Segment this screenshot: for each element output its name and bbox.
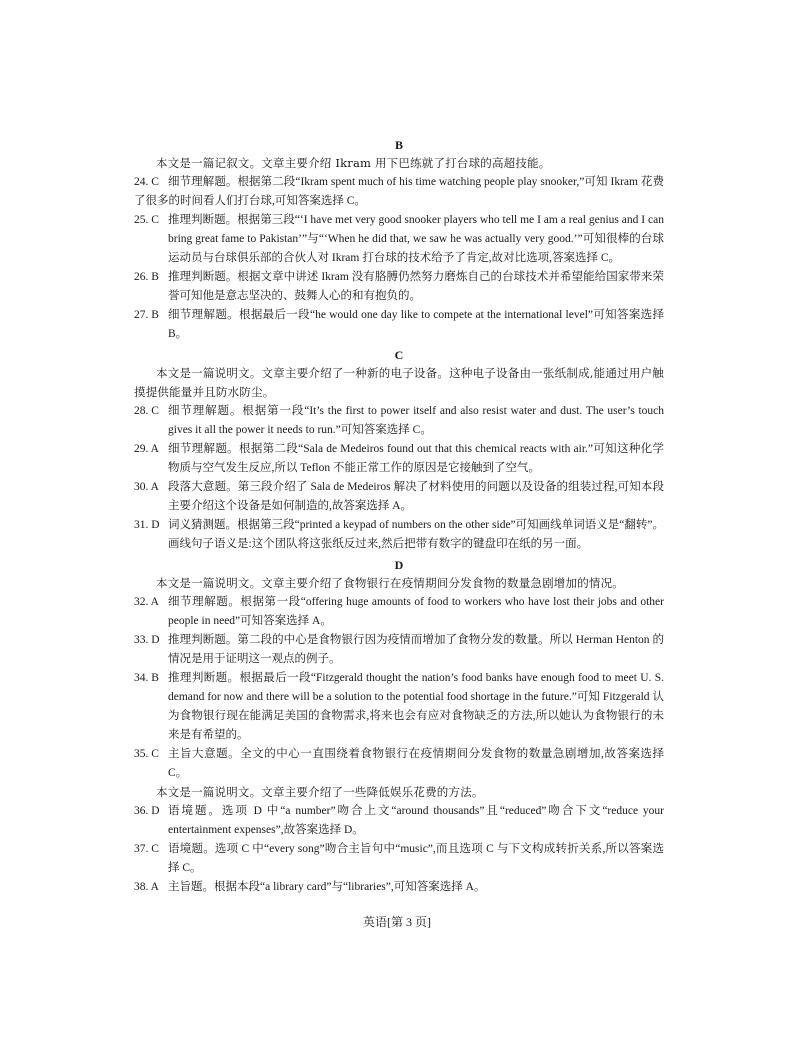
answer-explanation: 推理判断题。根据第三段“‘I have met very good snooker players who tell me I am a real genius and I can bring great fame to Pakistan’”与“‘When he did that, we saw he was actually very good.’”可知很棒的台球运动员与台球俱乐部的合伙人对 Ikram 打台球的技术给予了肯定,故对比选项,答案选择 C。	[168, 214, 664, 264]
answer-explanation: 细节理解题。根据第一段“offering huge amounts of food to workers who have lost their jobs and other people in need”可知答案选择 A。	[168, 596, 664, 627]
answer-number: 37. C	[134, 843, 159, 855]
answer-number: 30. A	[134, 481, 159, 493]
answer-explanation: 推理判断题。根据最后一段“Fitzgerald thought the nation’s food banks have enough food to meet U. S. demand for now and there will be a solution to the potential food shortage in the future.”可知 Fitzgerald 认为食物银行现在能满足美国的食物需求,将来也会有应对食物缺乏的方法,所以她认为食物银行的未来是有希望的。	[168, 672, 664, 741]
answer-item	[134, 516, 664, 554]
section-heading-d: D	[394, 558, 404, 572]
answer-explanation: 语境题。选项 C 中“every song”吻合主旨句中“music”,而且选项 C 与下文构成转折关系,所以答案选择 C。	[168, 843, 664, 874]
section-intro-d: 本文是一篇说明文。文章主要介绍了食物银行在疫情期间分发食物的数量急剧增加的情况。	[156, 576, 624, 590]
answer-item	[134, 802, 664, 840]
answer-item	[134, 173, 664, 211]
section-intro-b: 本文是一篇记叙文。文章主要介绍 Ikram 用下巴练就了打台球的高超技能。	[156, 156, 551, 170]
answer-item	[134, 440, 664, 478]
section-intro-e: 本文是一篇说明文。文章主要介绍了一些降低娱乐花费的方法。	[156, 785, 484, 799]
answer-number: 26. B	[134, 271, 159, 283]
answer-item	[134, 402, 664, 440]
page-footer: 英语[第 3 页]	[363, 915, 431, 929]
answer-explanation: 细节理解题。根据第二段“Sala de Medeiros found out that this chemical reacts with air.”可知这种化学物质与空气发生反应,所以 Teflon 不能正常工作的原因是它接触到了空气。	[168, 443, 664, 474]
answer-explanation: 词义猜测题。根据第三段“printed a keypad of numbers on the other side”可知画线单词语义是“翻转”。画线句子语义是:这个团队将这张纸反过来,然后把带有数字的键盘印在纸的另一面。	[168, 519, 664, 550]
section-heading-c: C	[394, 348, 404, 362]
answer-item	[134, 268, 664, 306]
answer-item	[134, 631, 664, 669]
answer-explanation: 细节理解题。根据最后一段“he would one day like to compete at the international level”可知答案选择 B。	[168, 309, 664, 340]
answer-item	[134, 306, 664, 344]
answer-item	[134, 840, 664, 878]
answer-number: 29. A	[134, 443, 159, 455]
answer-number: 27. B	[134, 309, 159, 321]
answer-explanation: 主旨题。根据本段“a library card”与“libraries”,可知答案选择 A。	[168, 881, 486, 893]
section-intro-c: 本文是一篇说明文。文章主要介绍了一种新的电子设备。这种电子设备由一张纸制成,能通过用户触摸提供能量并且防水防尘。	[134, 366, 664, 399]
answer-explanation: 语境题。选项 D 中“a number”吻合上文“around thousands”且“reduced”吻合下文“reduce your entertainment expenses”,故答案选择 D。	[168, 805, 664, 836]
section-heading-b: B	[394, 138, 403, 152]
answer-explanation: 推理判断题。根据文章中讲述 Ikram 没有胳膊仍然努力磨炼自己的台球技术并希望能给国家带来荣誉可知他是意志坚决的、鼓舞人心的和有抱负的。	[168, 271, 664, 302]
answer-explanation: 细节理解题。根据第一段“It’s the first to power itself and also resist water and dust. The user’s touch gives it all the power it needs to run.”可知答案选择 C。	[168, 405, 664, 436]
content-flow	[134, 134, 664, 897]
answer-number: 36. D	[134, 805, 160, 817]
answer-item	[134, 211, 664, 268]
answer-number: 34. B	[134, 672, 159, 684]
answer-number: 25. C	[134, 214, 159, 226]
answer-number: 33. D	[134, 634, 160, 646]
answer-item	[134, 745, 664, 783]
answer-item	[134, 878, 664, 897]
answer-explanation: 推理判断题。第二段的中心是食物银行因为疫情而增加了食物分发的数量。所以 Herman Henton 的情况是用于证明这一观点的例子。	[168, 634, 664, 665]
answer-item	[134, 478, 664, 516]
answer-item	[134, 593, 664, 631]
answer-explanation: 主旨大意题。全文的中心一直围绕着食物银行在疫情期间分发食物的数量急剧增加,故答案选择 C。	[168, 748, 664, 779]
answer-number: 31. D	[134, 519, 160, 531]
answer-explanation: 段落大意题。第三段介绍了 Sala de Medeiros 解决了材料使用的问题以及设备的组装过程,可知本段主要介绍这个设备是如何制造的,故答案选择 A。	[168, 481, 664, 512]
answer-number: 32. A	[134, 596, 159, 608]
answer-number: 28. C	[134, 405, 159, 417]
answer-explanation: 细节理解题。根据第二段“Ikram spent much of his time watching people play snooker,”可知 Ikram 花费了很多的时间看人们打台球,可知答案选择 C。	[134, 176, 664, 207]
answer-item	[134, 669, 664, 745]
answer-number: 24. C	[134, 176, 159, 188]
answer-number: 35. C	[134, 748, 159, 760]
answer-number: 38. A	[134, 881, 159, 893]
